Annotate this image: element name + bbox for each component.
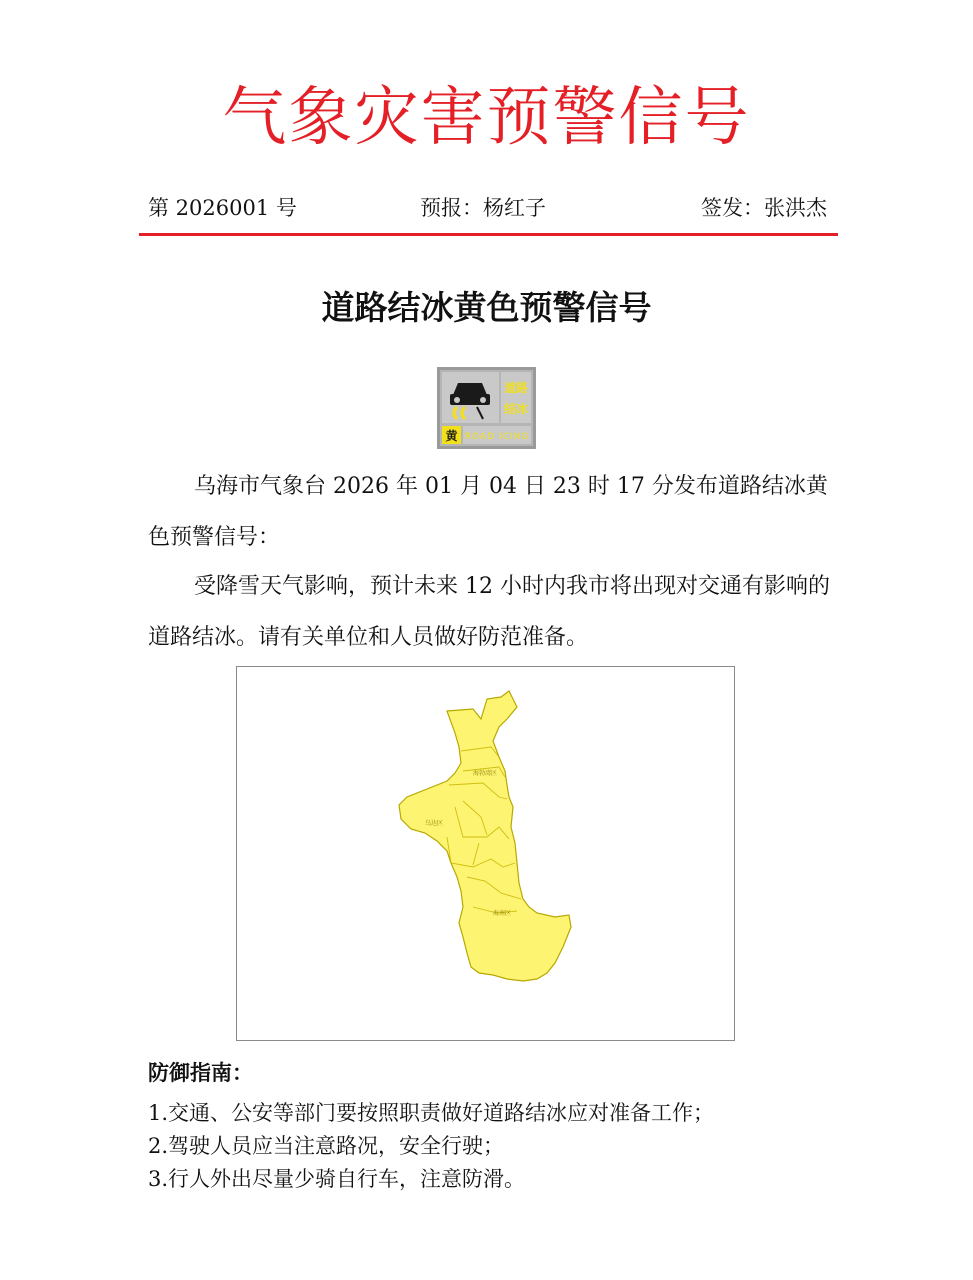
header-divider xyxy=(139,233,838,236)
forecaster: 预报：杨红子 xyxy=(420,196,546,220)
impact-paragraph: 受降雪天气影响，预计未来 12 小时内我市将出现对交通有影响的道路结冰。请有关单位和人员做好防范准备。 xyxy=(148,574,830,650)
issuance-paragraph: 乌海市气象台 2026 年 01 月 04 日 23 时 17 分发布道路结冰黄色预警信号： xyxy=(148,474,828,550)
warning-region-shape xyxy=(399,691,571,981)
icon-label-bottom: 结冰 xyxy=(503,402,529,416)
issuer: 签发：张洪杰 xyxy=(701,196,827,220)
defense-guide-title: 防御指南： xyxy=(148,1060,253,1085)
document-title: 道路结冰黄色预警信号 xyxy=(321,288,652,327)
district-label-wuda: 乌达区 xyxy=(425,820,444,827)
icon-english-label: ROAD ICING xyxy=(464,432,530,442)
icon-label-top: 道路 xyxy=(503,381,529,395)
guide-item: 1.交通、公安等部门要按照职责做好道路结冰应对准备工作； xyxy=(148,1101,715,1125)
road-icing-yellow-icon xyxy=(437,367,536,449)
district-label-hainan: 海南区 xyxy=(493,910,512,917)
masthead-title: 气象灾害预警信号 xyxy=(222,81,751,155)
district-label-haibowan: 海勃湾区 xyxy=(473,770,498,777)
guide-item: 2.驾驶人员应当注意路况，安全行驶； xyxy=(148,1134,505,1158)
guide-item: 3.行人外出尽量少骑自行车，注意防滑。 xyxy=(148,1167,526,1191)
warning-area-map xyxy=(236,666,735,1041)
icon-level-char: 黄 xyxy=(445,429,458,443)
document-number: 第 2026001 号 xyxy=(148,196,297,220)
